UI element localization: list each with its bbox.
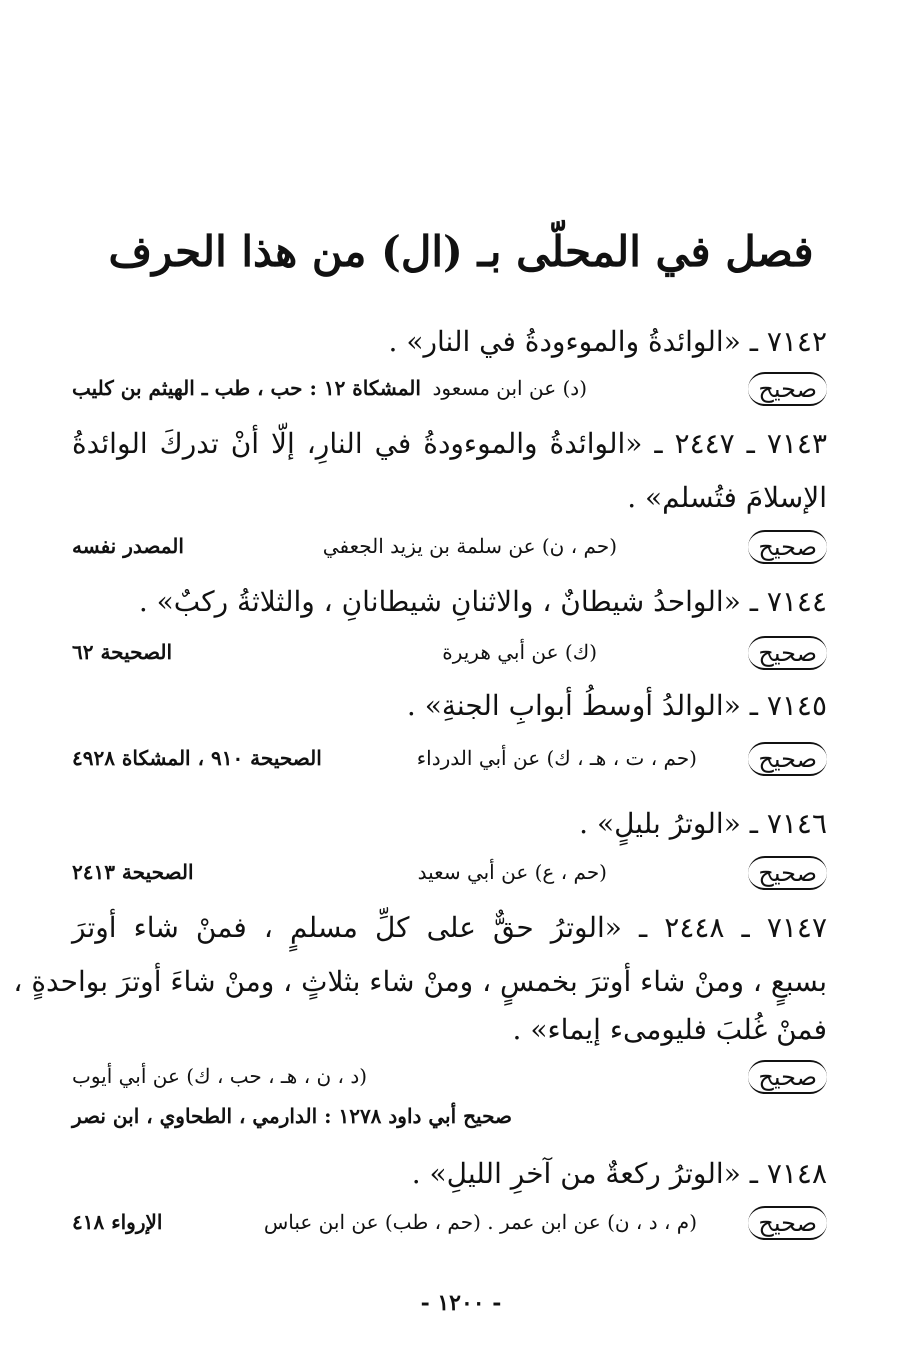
grade-badge: صحيح xyxy=(748,636,827,670)
narration: (حم ، ت ، هـ ، ك) عن أبي الدرداء xyxy=(416,746,697,770)
reference: الصحيحة ٢٤١٣ xyxy=(72,860,194,884)
source-line-7144 xyxy=(72,632,827,672)
grade-badge: صحيح xyxy=(748,530,827,564)
narration: (حم ، ن) عن سلمة بن يزيد الجعفي xyxy=(322,534,617,558)
reference: الصحيحة ٦٢ xyxy=(72,640,173,664)
source-line-7148 xyxy=(72,1202,827,1242)
source-line-7145 xyxy=(72,738,827,778)
hadith-text-7144-line1: ٧١٤٤ ـ «الواحدُ شيطانٌ ، والاثنانِ شيطانانِ ، والثلاثةُ ركبٌ» . xyxy=(138,585,827,618)
grade-badge: صحيح xyxy=(748,372,827,406)
source-line-7147 xyxy=(72,1056,827,1096)
grade-badge: صحيح xyxy=(748,1206,827,1240)
hadith-text-7143-line1: ٧١٤٣ ـ ٢٤٤٧ ـ «الوائدةُ والموءودةُ في النارِ، إلّا أنْ تدركَ الوائدةُ xyxy=(72,427,827,460)
grade-badge: صحيح xyxy=(748,742,827,776)
narration: (ك) عن أبي هريرة xyxy=(442,640,597,664)
hadith-text-7147-line2: بسبعٍ ، ومنْ شاء أوترَ بخمسٍ ، ومنْ شاء بثلاثٍ ، ومنْ شاءَ أوترَ بواحدةٍ ، xyxy=(13,965,827,998)
reference: الصحيحة ٩١٠ ، المشكاة ٤٩٢٨ xyxy=(72,746,322,770)
hadith-text-7147-line3: فمنْ غُلبَ فليومىء إيماء» . xyxy=(512,1013,827,1046)
hadith-text-7147-line1: ٧١٤٧ ـ ٢٤٤٨ ـ «الوترُ حقٌّ على كلِّ مسلمٍ ، فمنْ شاء أوترَ xyxy=(72,911,827,944)
source-line-7146 xyxy=(72,852,827,892)
source-line-7143 xyxy=(72,526,827,566)
narration: (م ، د ، ن) عن ابن عمر . (حم ، طب) عن ابن عباس xyxy=(263,1210,697,1234)
source-line-7142 xyxy=(72,368,827,408)
reference: صحيح أبي داود ١٢٧٨ : الدارمي ، الطحاوي ، ابن نصر xyxy=(72,1104,512,1128)
reference: المشكاة ١٢ : حب ، طب ـ الهيثم بن كليب xyxy=(72,376,421,400)
source-line-7147-ref xyxy=(72,1096,827,1136)
reference: المصدر نفسه xyxy=(72,534,184,558)
reference: الإرواء ٤١٨ xyxy=(72,1210,163,1234)
narration: (حم ، ع) عن أبي سعيد xyxy=(417,860,607,884)
grade-badge: صحيح xyxy=(748,856,827,890)
hadith-text-7146-line1: ٧١٤٦ ـ «الوترُ بليلٍ» . xyxy=(579,807,827,840)
hadith-text-7148-line1: ٧١٤٨ ـ «الوترُ ركعةٌ من آخرِ الليلِ» . xyxy=(411,1157,827,1190)
narration: (د ، ن ، هـ ، حب ، ك) عن أبي أيوب xyxy=(72,1064,368,1088)
narration: (د) عن ابن مسعود xyxy=(432,376,587,400)
grade-badge: صحيح xyxy=(748,1060,827,1094)
hadith-text-7145-line1: ٧١٤٥ ـ «الوالدُ أوسطُ أبوابِ الجنةِ» . xyxy=(406,689,827,722)
hadith-text-7142-line1: ٧١٤٢ ـ «الوائدةُ والموءودةُ في النار» . xyxy=(388,325,827,358)
section-title: فصل في المحلّى بـ (ال) من هذا الحرف xyxy=(108,227,814,276)
page-number: - ١٢٠٠ - xyxy=(420,1290,502,1316)
hadith-text-7143-line2: الإسلامَ فتُسلم» . xyxy=(627,481,827,514)
